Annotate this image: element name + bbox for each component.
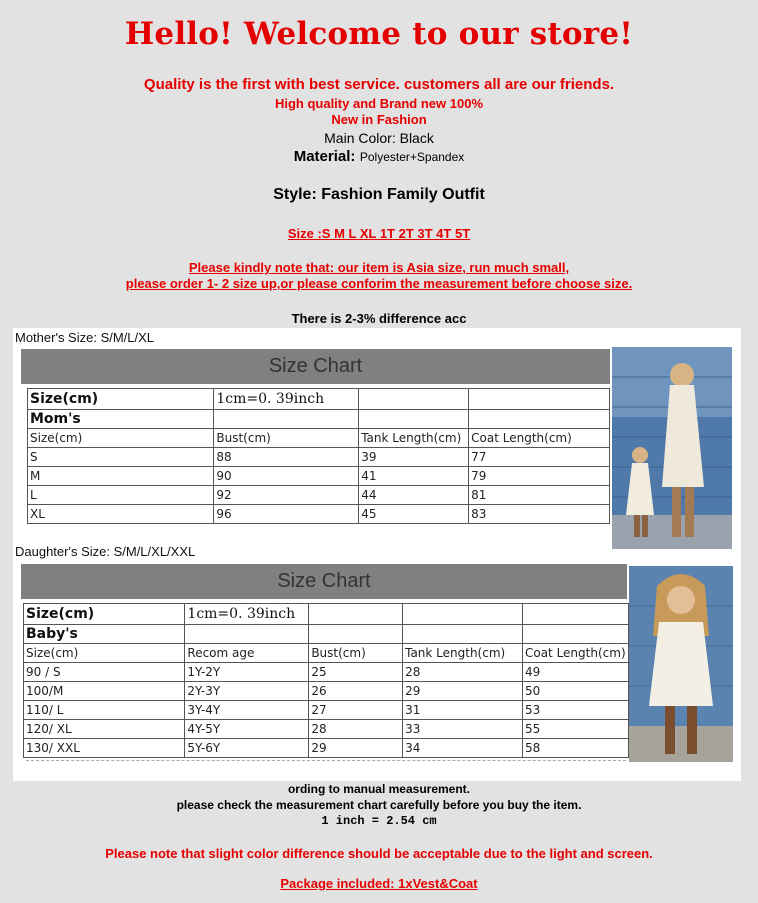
- column-header: Size(cm): [24, 644, 185, 663]
- size-header-cell: Size(cm): [28, 389, 214, 410]
- table-row: [24, 663, 629, 682]
- table-row: [24, 682, 629, 701]
- table-cell: 33: [403, 720, 523, 739]
- mother-size-caption: Mother's Size: S/M/L/XL: [15, 330, 155, 345]
- empty-cell: [522, 604, 628, 625]
- material-value: Polyester+Spandex: [359, 150, 465, 164]
- table-cell: 79: [469, 467, 610, 486]
- table-cell: 88: [214, 448, 359, 467]
- scale-cell: 1cm=0. 39inch: [214, 389, 359, 410]
- group-cell: Mom's: [28, 410, 214, 429]
- empty-cell: [309, 604, 403, 625]
- table-cell: 34: [403, 739, 523, 758]
- table-cell: 77: [469, 448, 610, 467]
- style-line: Style: Fashion Family Outfit: [273, 186, 485, 203]
- divider: [26, 760, 626, 761]
- inch-conversion: 1 inch = 2.54 cm: [321, 814, 437, 828]
- empty-cell: [469, 389, 610, 410]
- size-line: Size :S M L XL 1T 2T 3T 4T 5T: [287, 226, 471, 241]
- column-header: Size(cm): [28, 429, 214, 448]
- empty-cell: [309, 625, 403, 644]
- table-cell: 83: [469, 505, 610, 524]
- size-chart-image: [13, 328, 741, 781]
- empty-cell: [359, 410, 469, 429]
- table-cell: 55: [522, 720, 628, 739]
- table-cell: 90: [214, 467, 359, 486]
- table-row: [28, 467, 610, 486]
- table-cell: XL: [28, 505, 214, 524]
- table-cell: 2Y-3Y: [185, 682, 309, 701]
- color-difference-note: Please note that slight color difference should be acceptable due to the light and screen.: [105, 846, 653, 861]
- mother-size-table: [27, 388, 610, 524]
- column-header: Tank Length(cm): [359, 429, 469, 448]
- daughter-size-caption: Daughter's Size: S/M/L/XL/XXL: [15, 544, 196, 559]
- table-cell: 130/ XXL: [24, 739, 185, 758]
- difference-note-end: ording to manual measurement.: [287, 782, 471, 796]
- table-cell: 96: [214, 505, 359, 524]
- group-cell: Baby's: [24, 625, 185, 644]
- mother-chart-title: Size Chart: [21, 349, 610, 384]
- column-header: Bust(cm): [214, 429, 359, 448]
- empty-cell: [185, 625, 309, 644]
- table-cell: 41: [359, 467, 469, 486]
- column-header: Coat Length(cm): [469, 429, 610, 448]
- table-cell: 92: [214, 486, 359, 505]
- table-cell: 25: [309, 663, 403, 682]
- table-cell: 50: [522, 682, 628, 701]
- empty-cell: [522, 625, 628, 644]
- table-row: [28, 505, 610, 524]
- empty-cell: [403, 625, 523, 644]
- table-cell: 3Y-4Y: [185, 701, 309, 720]
- table-cell: 120/ XL: [24, 720, 185, 739]
- daughter-photo-graphic: [629, 566, 733, 762]
- quality-line: High quality and Brand new 100%: [274, 96, 484, 111]
- table-cell: 27: [309, 701, 403, 720]
- check-chart-note: please check the measurement chart carefully before you buy the item.: [176, 798, 582, 812]
- empty-cell: [403, 604, 523, 625]
- table-cell: 44: [359, 486, 469, 505]
- tagline: Quality is the first with best service. customers all are our friends.: [143, 76, 615, 93]
- table-cell: 58: [522, 739, 628, 758]
- store-title: Hello! Welcome to our store!: [124, 16, 634, 52]
- table-row: [28, 448, 610, 467]
- mother-daughter-photo-graphic: [612, 347, 732, 549]
- table-cell: 29: [403, 682, 523, 701]
- column-header: Recom age: [185, 644, 309, 663]
- table-cell: 49: [522, 663, 628, 682]
- table-cell: 90 / S: [24, 663, 185, 682]
- table-cell: 29: [309, 739, 403, 758]
- daughter-chart-title: Size Chart: [21, 564, 627, 599]
- package-included: Package included: 1xVest&Coat: [280, 876, 478, 891]
- table-row: [24, 701, 629, 720]
- table-cell: 26: [309, 682, 403, 701]
- table-cell: L: [28, 486, 214, 505]
- table-row: [24, 720, 629, 739]
- table-cell: 100/M: [24, 682, 185, 701]
- table-cell: M: [28, 467, 214, 486]
- daughter-size-table: [23, 603, 629, 758]
- column-header: Tank Length(cm): [403, 644, 523, 663]
- table-cell: 5Y-6Y: [185, 739, 309, 758]
- daughter-photo: [629, 566, 733, 762]
- asia-size-note-1: Please kindly note that: our item is Asia size, run much small,: [188, 260, 570, 275]
- table-cell: 1Y-2Y: [185, 663, 309, 682]
- empty-cell: [469, 410, 610, 429]
- table-header-row: [28, 429, 610, 448]
- table-cell: 31: [403, 701, 523, 720]
- table-cell: 28: [403, 663, 523, 682]
- asia-size-note-2: please order 1- 2 size up,or please conforim the measurement before choose size.: [125, 276, 633, 291]
- column-header: Coat Length(cm): [522, 644, 628, 663]
- table-row: [24, 739, 629, 758]
- table-cell: 110/ L: [24, 701, 185, 720]
- table-header-row: [24, 644, 629, 663]
- scale-cell: 1cm=0. 39inch: [185, 604, 309, 625]
- table-cell: 4Y-5Y: [185, 720, 309, 739]
- table-cell: 45: [359, 505, 469, 524]
- difference-note-start: There is 2-3% difference acc: [291, 311, 467, 326]
- table-cell: 28: [309, 720, 403, 739]
- empty-cell: [214, 410, 359, 429]
- column-header: Bust(cm): [309, 644, 403, 663]
- fashion-line: New in Fashion: [331, 112, 427, 127]
- size-header-cell: Size(cm): [24, 604, 185, 625]
- main-color-line: Main Color: Black: [324, 130, 434, 146]
- table-cell: 53: [522, 701, 628, 720]
- table-cell: 81: [469, 486, 610, 505]
- mother-daughter-photo: [612, 347, 732, 549]
- table-row: [28, 486, 610, 505]
- empty-cell: [359, 389, 469, 410]
- material-label: Material:: [293, 148, 356, 165]
- material-line: [0, 148, 758, 166]
- table-cell: S: [28, 448, 214, 467]
- table-cell: 39: [359, 448, 469, 467]
